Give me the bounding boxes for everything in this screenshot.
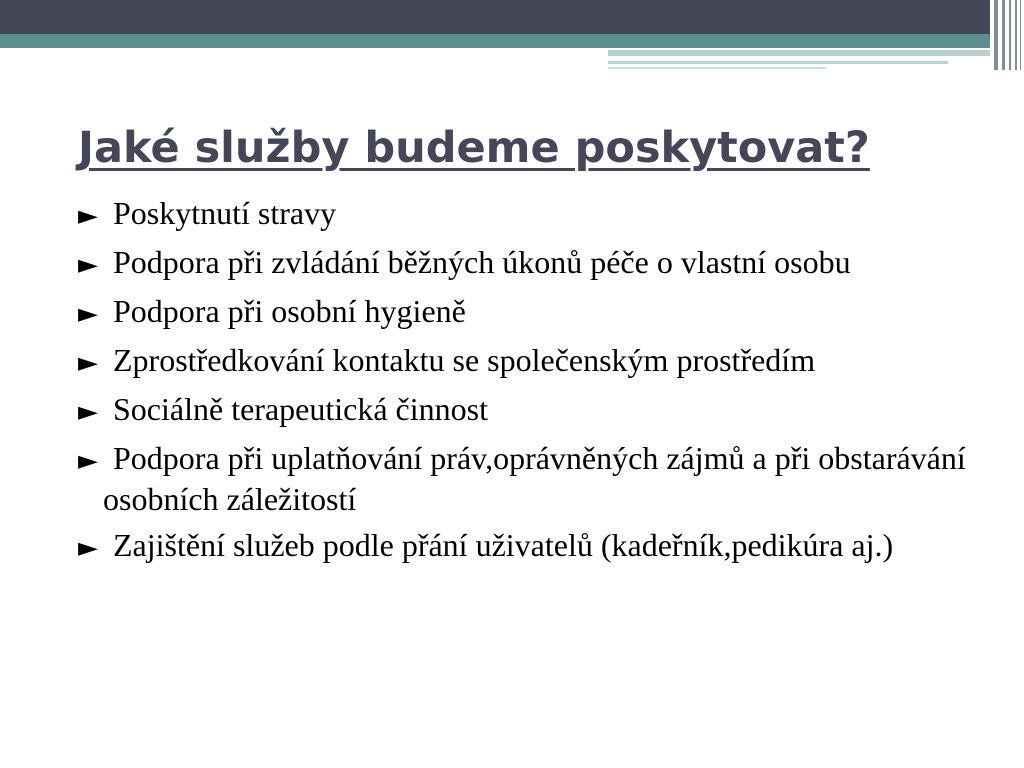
bullet-item	[78, 243, 978, 284]
bullet-text: Zprostředkování kontaktu se společenským prostředím	[113, 342, 816, 378]
bullet-item	[78, 341, 978, 382]
slide-title: Jaké služby budeme poskytovat?	[78, 123, 870, 173]
bullet-list	[78, 194, 978, 575]
header-teal-band	[0, 34, 1024, 48]
bullet-item	[78, 439, 978, 518]
triangle-bullet-icon: ►	[78, 397, 98, 427]
header-accent-line	[608, 61, 948, 64]
header-right-stripes	[990, 0, 1024, 70]
triangle-bullet-icon: ►	[78, 299, 98, 329]
header-stripe	[1015, 0, 1017, 70]
header-stripe	[994, 0, 998, 70]
triangle-bullet-icon: ►	[78, 533, 98, 563]
bullet-item	[78, 292, 978, 333]
header-dark-band	[0, 0, 1024, 34]
triangle-bullet-icon: ►	[78, 348, 98, 378]
header-stripe	[1009, 0, 1011, 70]
bullet-text: Zajištění služeb podle přání uživatelů (kadeřník,pedikúra aj.)	[113, 527, 894, 563]
bullet-item	[78, 194, 978, 235]
triangle-bullet-icon: ►	[78, 201, 98, 231]
bullet-text: Podpora při uplatňování práv,oprávněných zájmů a při obstarávání osobních záležitostí	[103, 440, 966, 517]
triangle-bullet-icon: ►	[78, 446, 98, 476]
header-accent-line	[608, 67, 826, 69]
bullet-item	[78, 526, 978, 567]
header-stripe	[1002, 0, 1005, 70]
bullet-text: Sociálně terapeutická činnost	[113, 391, 488, 427]
triangle-bullet-icon: ►	[78, 250, 98, 280]
bullet-text: Podpora při zvládání běžných úkonů péče o vlastní osobu	[113, 244, 851, 280]
header-stripe	[1020, 0, 1021, 70]
bullet-text: Poskytnutí stravy	[113, 195, 337, 231]
bullet-item	[78, 390, 978, 431]
header-accent-line	[608, 50, 1000, 56]
bullet-text: Podpora při osobní hygieně	[113, 293, 466, 329]
